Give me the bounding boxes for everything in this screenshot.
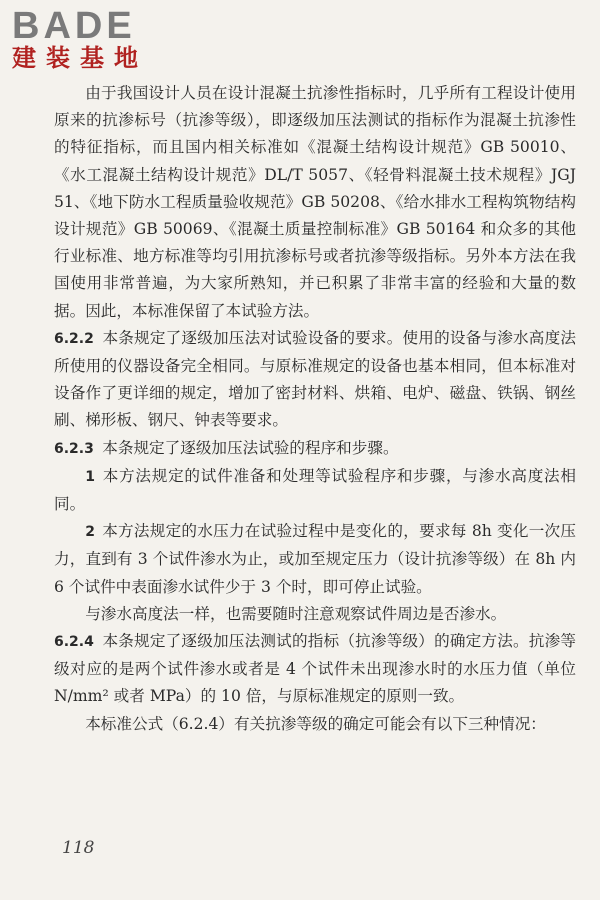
item-2 — [54, 518, 576, 601]
paragraph-intro — [54, 80, 576, 325]
clause-number: 6.2.2 — [54, 330, 94, 347]
page-number: 118 — [62, 838, 95, 858]
clause-number: 6.2.3 — [54, 440, 94, 457]
clause-text: 本条规定了逐级加压法试验的程序和步骤。 — [102, 438, 399, 457]
page-body — [54, 80, 576, 738]
paragraph-formula — [54, 711, 576, 738]
logo-brand: BADE — [12, 5, 136, 47]
clause-6-2-4 — [54, 628, 576, 711]
clause-text: 本条规定了逐级加压法测试的指标（抗渗等级）的确定方法。抗渗等级对应的是两个试件渗水或者是 4 个试件未出现渗水时的水压力值（单位 N/mm² 或者 MPa）的 10 倍，与原标准规定的原则一致。 — [54, 632, 576, 706]
clause-text: 本条规定了逐级加压法对试验设备的要求。使用的设备与渗水高度法所使用的仪器设备完全相同。与原标准规定的设备也基本相同，但本标准对设备作了更详细的规定，增加了密封材料、烘箱、电炉、磁盘、铁锅、钢丝刷、梯形板、钢尺、钟表等要求。 — [54, 328, 576, 430]
paragraph-observe — [54, 601, 576, 628]
bade-logo — [12, 6, 182, 72]
paragraph-text: 由于我国设计人员在设计混凝土抗渗性指标时，几乎所有工程设计使用原来的抗渗标号（抗渗等级），即逐级加压法测试的指标作为混凝土抗渗性的特征指标，而且国内相关标准如《混凝土结构设计规范》GB 50010、《水工混凝土结构设计规范》DL/T 5057、《轻骨料混凝土技术规程》JGJ 51、《地下防水工程质量验收规范》GB 50208、《给水排水工程构筑物结构设计规范》GB 50069、《混凝土质量控制标准》GB 50164 和众多的其他行业标准、地方标准等均引用抗渗标号或者抗渗等级指标。另外本方法在我国使用非常普遍，为大家所熟知，并已积累了非常丰富的经验和大量的数据。因此，本标准保留了本试验方法。 — [54, 84, 576, 320]
item-text: 本方法规定的水压力在试验过程中是变化的，要求每 8h 变化一次压力，直到有 3 个试件渗水为止，或加至规定压力（设计抗渗等级）在 8h 内 6 个试件中表面渗水试件少于 3 个时，即可停止试验。 — [54, 522, 576, 596]
paragraph-text: 与渗水高度法一样，也需要随时注意观察试件周边是否渗水。 — [85, 604, 507, 623]
clause-6-2-3 — [54, 435, 576, 463]
item-text: 本方法规定的试件准备和处理等试验程序和步骤，与渗水高度法相同。 — [54, 466, 576, 514]
logo-subtitle: 建装基地 — [12, 44, 148, 72]
paragraph-text: 本标准公式（6.2.4）有关抗渗等级的确定可能会有以下三种情况： — [85, 714, 546, 733]
item-1 — [54, 463, 576, 518]
clause-6-2-2 — [54, 325, 576, 435]
item-number: 1 — [85, 468, 95, 485]
clause-number: 6.2.4 — [54, 634, 94, 651]
item-number: 2 — [85, 524, 95, 541]
